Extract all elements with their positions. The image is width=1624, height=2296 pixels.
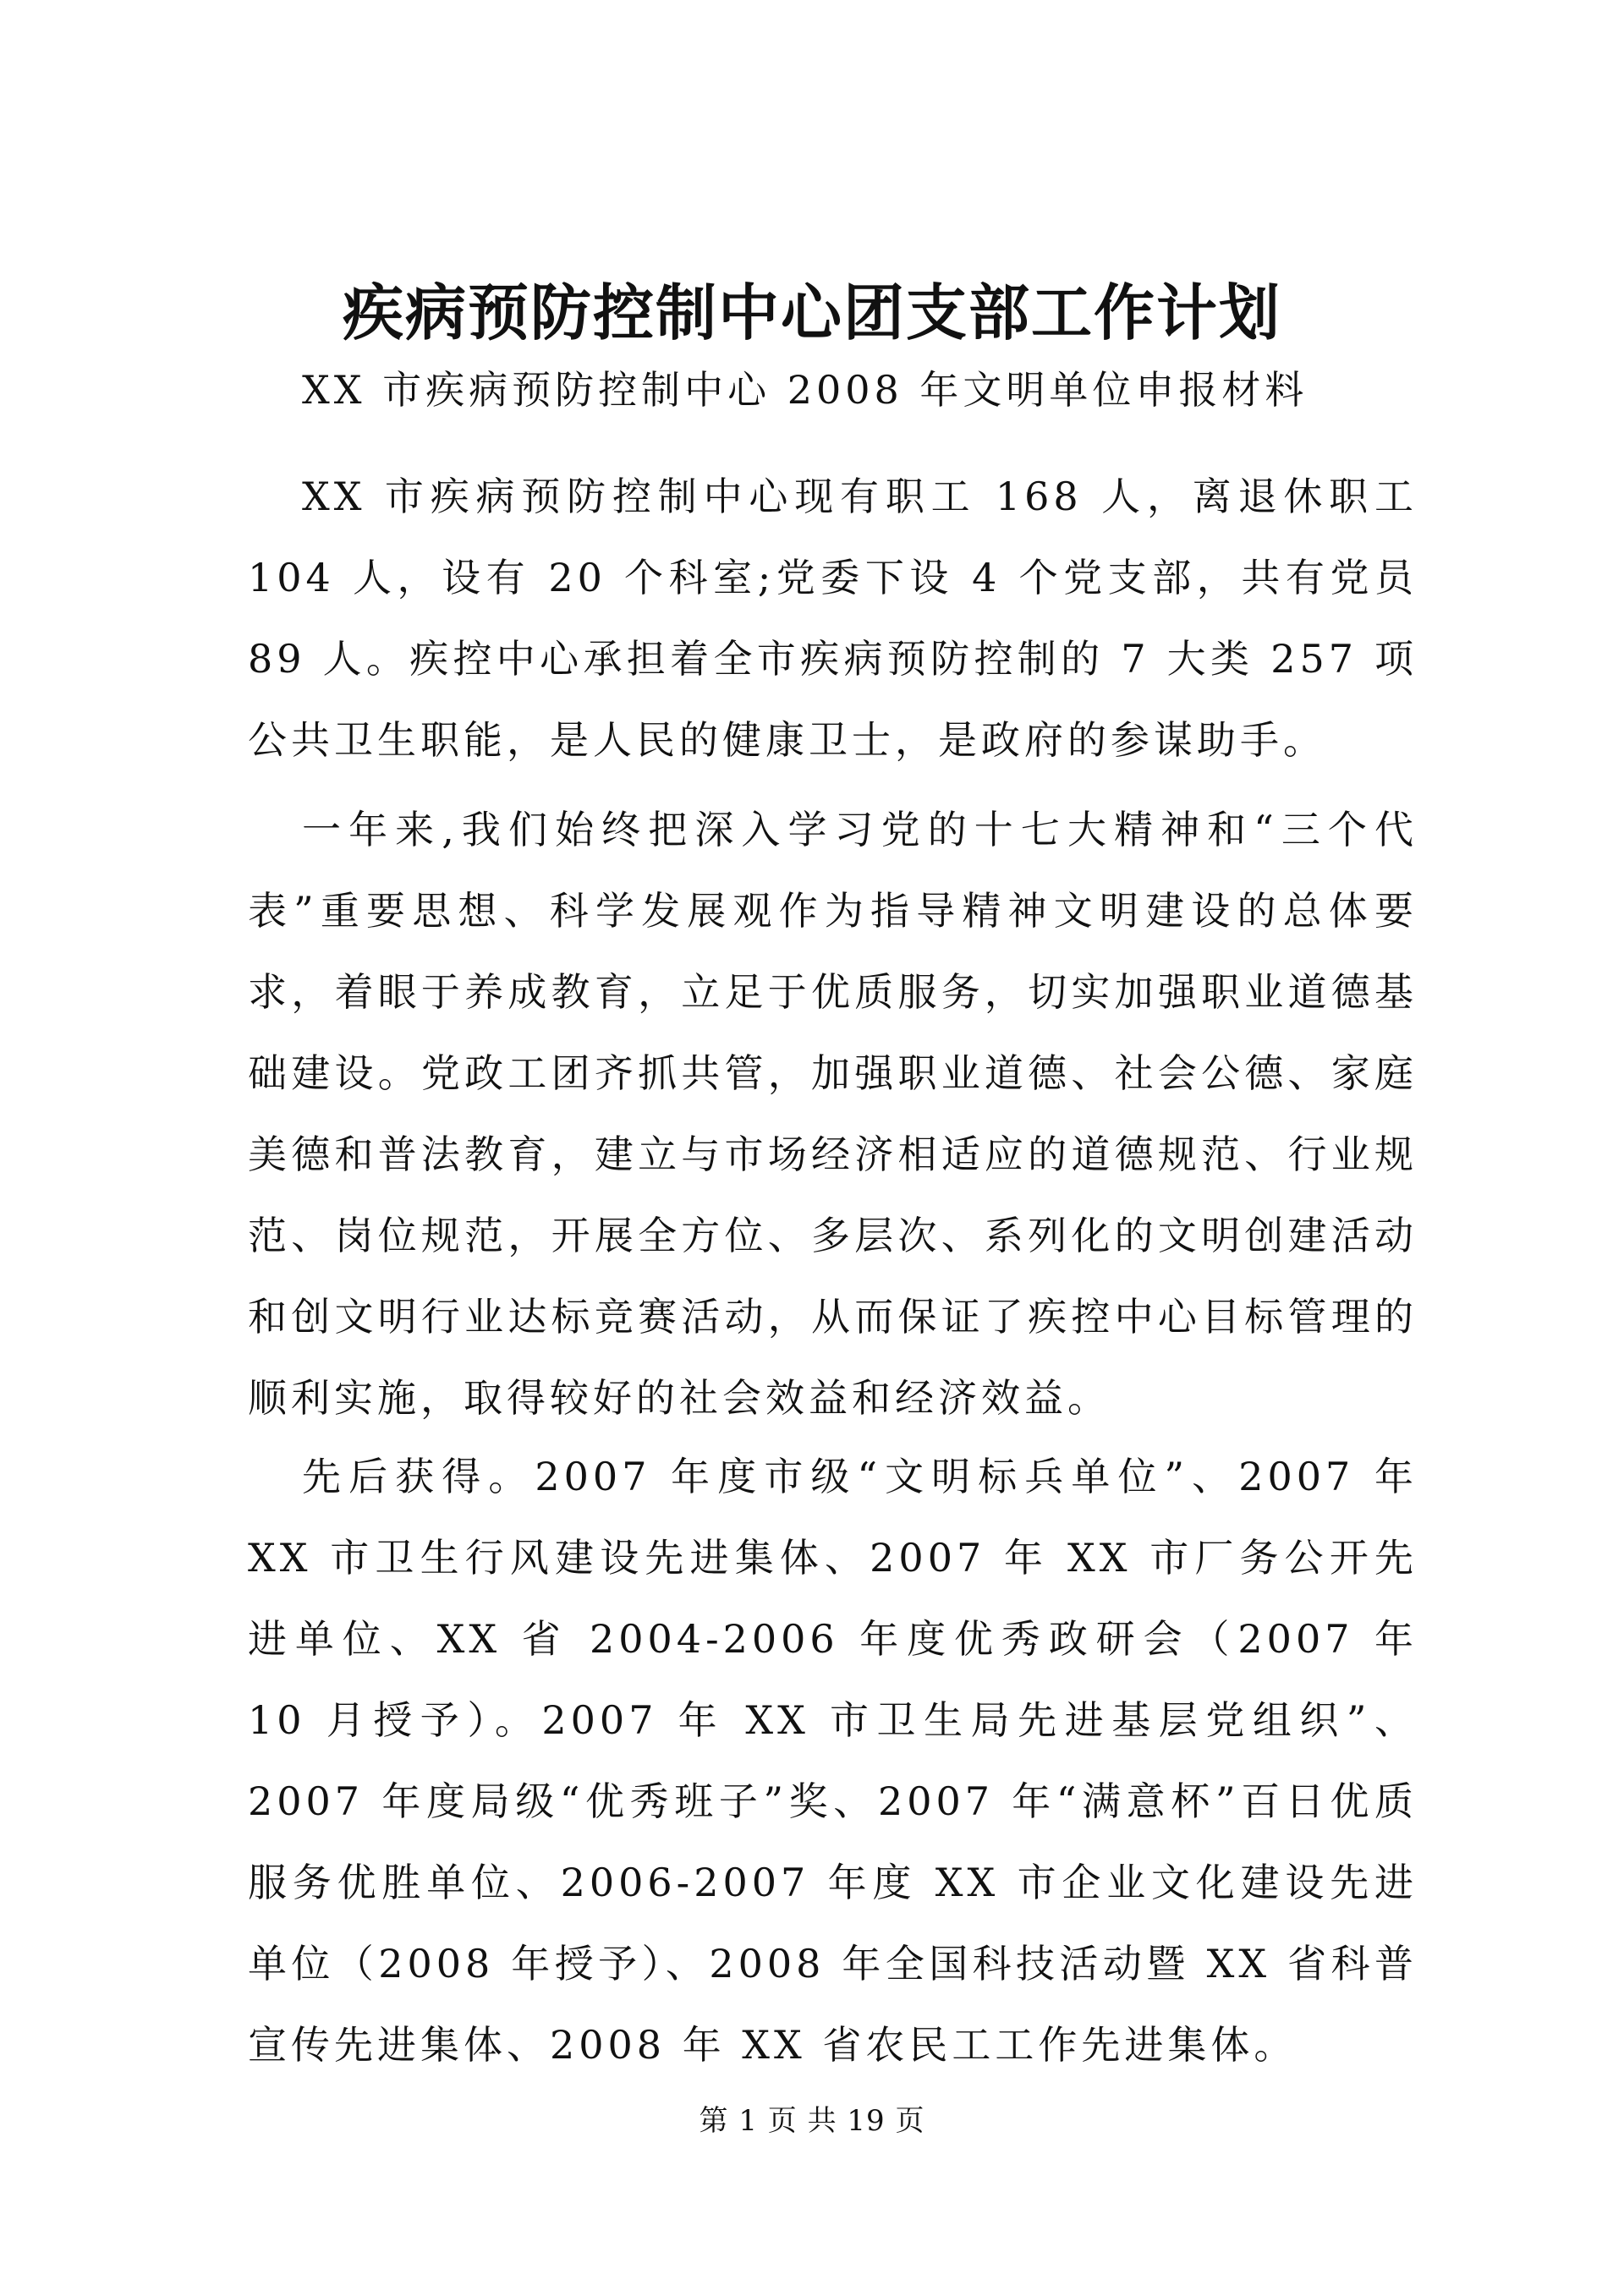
page-number-indicator: 第 1 页 共 19 页 bbox=[699, 2104, 925, 2138]
document-subtitle: XX 市疾病预防控制中心 2008 年文明单位申报材料 bbox=[302, 367, 1309, 413]
paragraph-honors: 先后获得。2007 年度市级“文明标兵单位”、2007 年 XX 市卫生行风建设先进集体、2007 年 XX 市厂务公开先进单位、XX 省 2004-2006 年度优秀政研会（2007 年 10 月授予）。2007 年 XX 市卫生局先进基层党组织”、2007 年度局级“优秀班子”奖、2007 年“满意杯”百日优质服务优胜单位、2006-2007 年度 XX 市企业文化建设先进单位（2008 年授予）、2008 年全国科技活动暨 XX 省科普宣传先进集体、2008 年 XX 省农民工工作先进集体。 bbox=[248, 1454, 1418, 2068]
paragraph-staff-overview: XX 市疾病预防控制中心现有职工 168 人，离退休职工 104 人，设有 20 个科室;党委下设 4 个党支部，共有党员 89 人。疾控中心承担着全市疾病预防控制的 7 大类 257 项公共卫生职能，是人民的健康卫士，是政府的参谋助手。 bbox=[248, 474, 1418, 763]
paragraph-annual-work: 一年来,我们始终把深入学习党的十七大精神和“三个代表”重要思想、科学发展观作为指导精神文明建设的总体要求，着眼于养成教育，立足于优质服务，切实加强职业道德基础建设。党政工团齐抓共管，加强职业道德、社会公德、家庭美德和普法教育，建立与市场经济相适应的道德规范、行业规范、岗位规范，开展全方位、多层次、系列化的文明创建活动和创文明行业达标竞赛活动，从而保证了疾控中心目标管理的顺利实施，取得较好的社会效益和经济效益。 bbox=[248, 807, 1418, 1421]
document-title: 疾病预防控制中心团支部工作计划 bbox=[342, 277, 1281, 348]
